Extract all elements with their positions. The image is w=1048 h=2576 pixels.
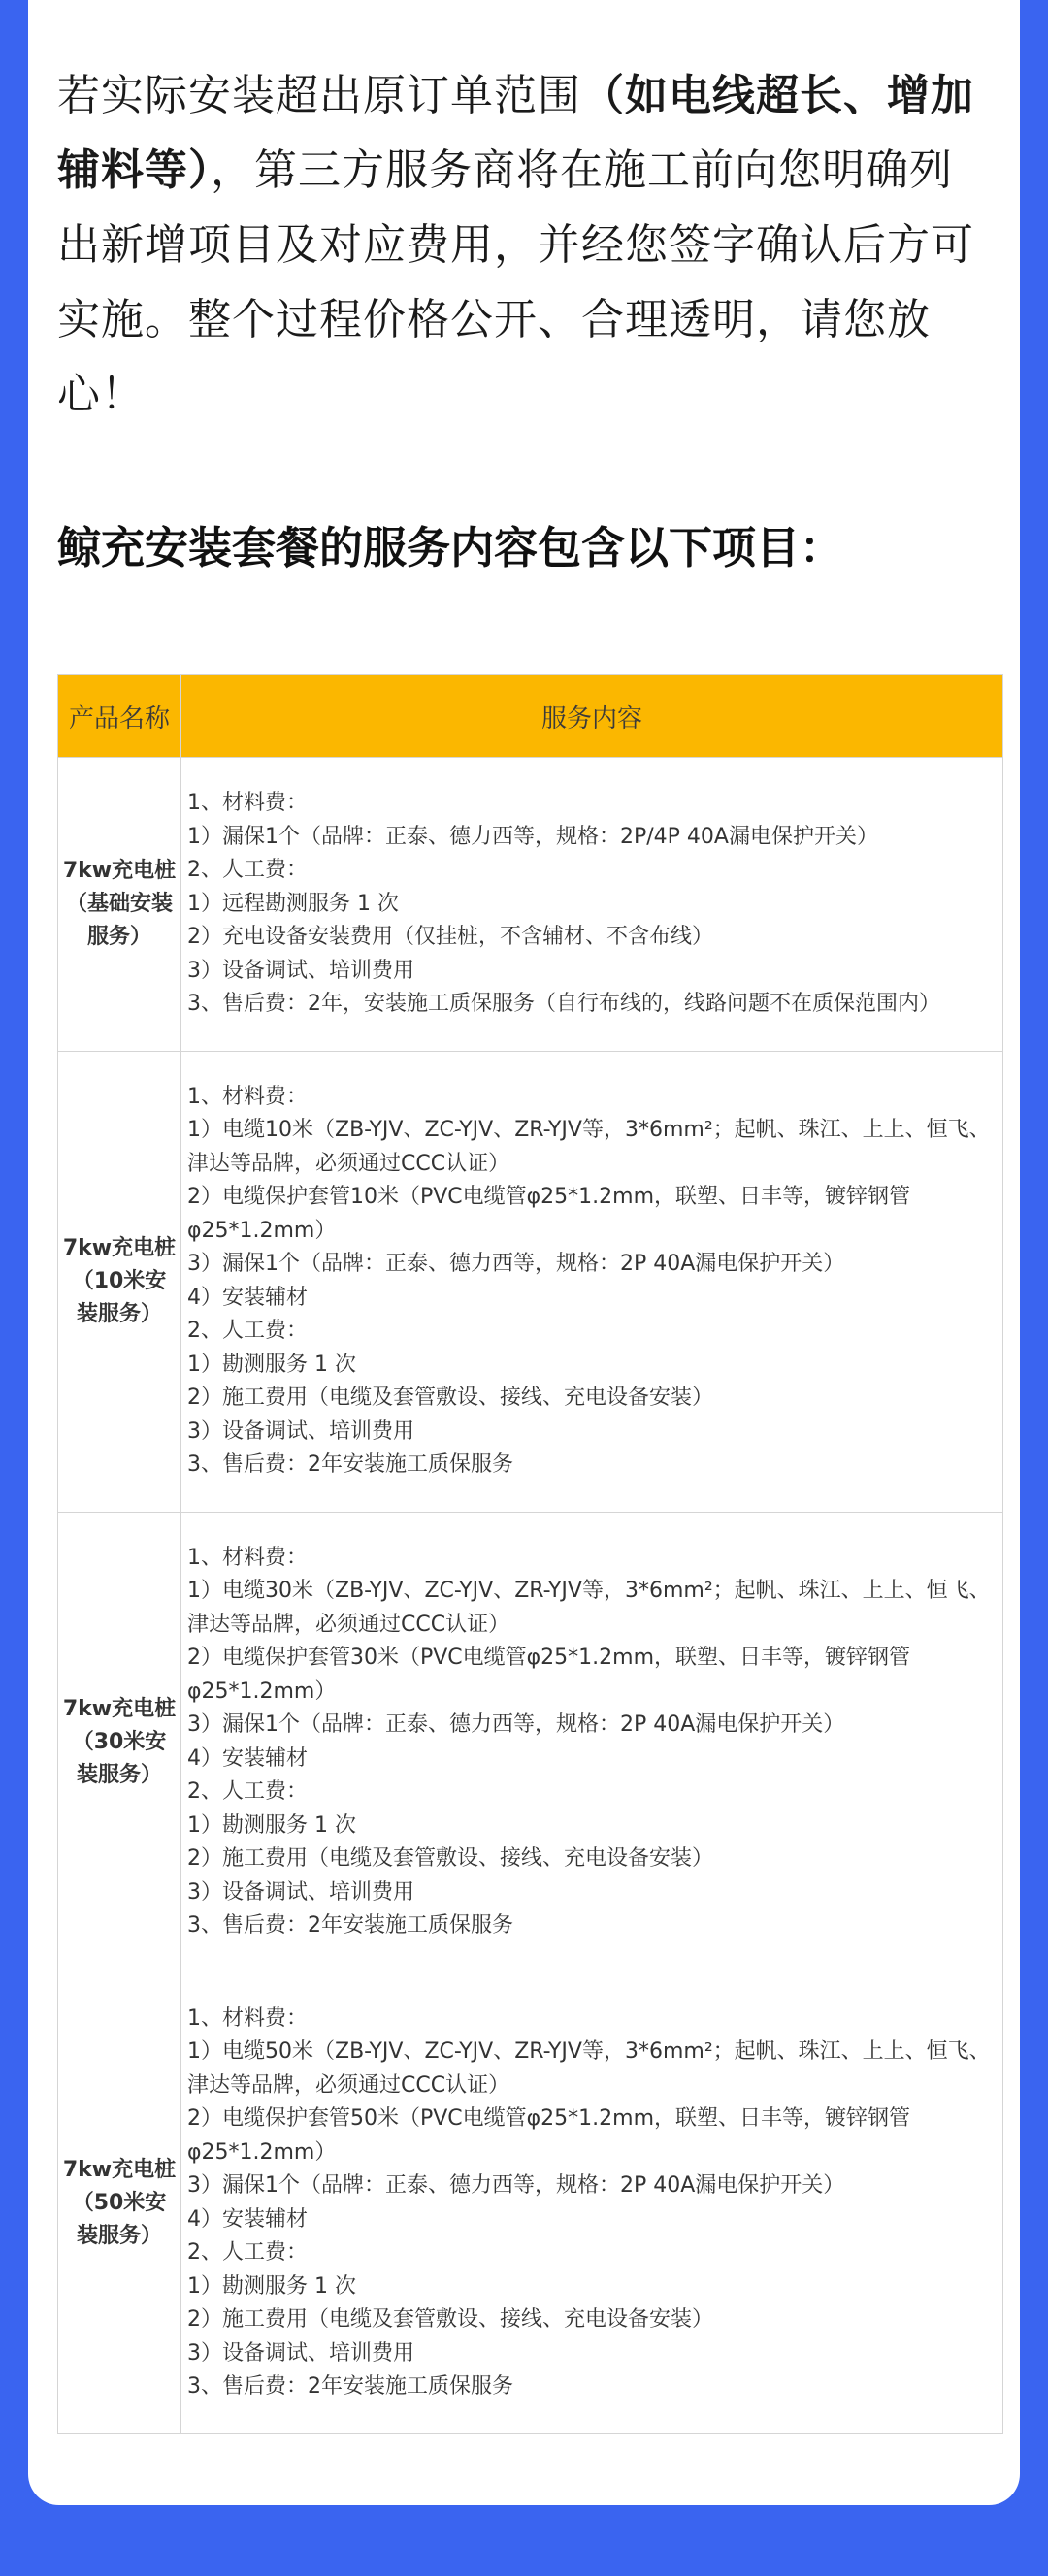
header-service-content: 服务内容 xyxy=(181,675,1003,758)
service-line: 3、售后费：2年安装施工质保服务 xyxy=(187,2374,513,2398)
service-line: 1、材料费： xyxy=(187,1084,308,1109)
service-line: 3）设备调试、培训费用 xyxy=(187,958,414,983)
table-row xyxy=(58,1973,1003,2433)
product-name-cell: 7kw充电桩（10米安装服务） xyxy=(58,1051,181,1512)
service-line: 1）勘测服务 1 次 xyxy=(187,1352,356,1377)
section-title: 鲸充安装套餐的服务内容包含以下项目： xyxy=(57,522,844,573)
service-table xyxy=(57,674,1003,2434)
service-line: 3）漏保1个（品牌：正泰、德力西等，规格：2P 40A漏电保护开关） xyxy=(187,1252,845,1276)
intro-text-2: ，第三方服务商将在施工前向您明确列出新增项目及对应费用，并经您签字确认后方可实施。整个过程价格公开、合理透明，请您放心！ xyxy=(57,146,974,419)
service-content-cell xyxy=(181,1051,1003,1512)
service-line: 2、人工费： xyxy=(187,2240,308,2265)
service-line: 2）电缆保护套管50米（PVC电缆管φ25*1.2mm，联塑、日丰等，镀锌钢管φ25*1.2mm） xyxy=(187,2106,911,2165)
service-line: 2）施工费用（电缆及套管敷设、接线、充电设备安装） xyxy=(187,2307,713,2331)
service-line: 4）安装辅材 xyxy=(187,2206,308,2232)
service-line: 1）勘测服务 1 次 xyxy=(187,2273,356,2299)
product-name-cell: 7kw充电桩（50米安装服务） xyxy=(58,1973,181,2433)
service-line: 2）施工费用（电缆及套管敷设、接线、充电设备安装） xyxy=(187,1846,713,1871)
service-line: 3、售后费：2年，安装施工质保服务（自行布线的，线路问题不在质保范围内） xyxy=(187,992,940,1016)
service-line: 2、人工费： xyxy=(187,1779,308,1804)
service-line: 2）施工费用（电缆及套管敷设、接线、充电设备安装） xyxy=(187,1386,713,1410)
table-row xyxy=(58,758,1003,1052)
service-line: 2）电缆保护套管30米（PVC电缆管φ25*1.2mm，联塑、日丰等，镀锌钢管φ25*1.2mm） xyxy=(187,1646,911,1704)
service-line: 3）设备调试、培训费用 xyxy=(187,2340,414,2365)
product-name-cell: 7kw充电桩（基础安装服务） xyxy=(58,758,181,1052)
service-line: 3）设备调试、培训费用 xyxy=(187,1879,414,1905)
header-product-name: 产品名称 xyxy=(58,675,181,758)
service-line: 1）电缆50米（ZB-YJV、ZC-YJV、ZR-YJV等，3*6mm²；起帆、珠江、上上、恒飞、津达等品牌，必须通过CCC认证） xyxy=(187,2039,991,2098)
service-line: 1）漏保1个（品牌：正泰、德力西等，规格：2P/4P 40A漏电保护开关） xyxy=(187,824,878,849)
service-content-cell xyxy=(181,1512,1003,1973)
service-line: 2）电缆保护套管10米（PVC电缆管φ25*1.2mm，联塑、日丰等，镀锌钢管φ25*1.2mm） xyxy=(187,1185,911,1243)
table-body xyxy=(58,758,1003,2434)
table-row xyxy=(58,1051,1003,1512)
service-line: 2、人工费： xyxy=(187,1319,308,1343)
service-line: 1）远程勘测服务 1 次 xyxy=(187,891,399,916)
service-line: 3）漏保1个（品牌：正泰、德力西等，规格：2P 40A漏电保护开关） xyxy=(187,2173,845,2198)
intro-paragraph xyxy=(57,58,991,432)
service-line: 3、售后费：2年安装施工质保服务 xyxy=(187,1913,513,1938)
service-line: 3）漏保1个（品牌：正泰、德力西等，规格：2P 40A漏电保护开关） xyxy=(187,1712,845,1737)
service-line: 1、材料费： xyxy=(187,791,308,815)
service-line: 1）勘测服务 1 次 xyxy=(187,1812,356,1838)
product-name-cell: 7kw充电桩（30米安装服务） xyxy=(58,1512,181,1973)
service-line: 3）设备调试、培训费用 xyxy=(187,1418,414,1444)
service-line: 1、材料费： xyxy=(187,2005,308,2031)
service-line: 1）电缆30米（ZB-YJV、ZC-YJV、ZR-YJV等，3*6mm²；起帆、珠江、上上、恒飞、津达等品牌，必须通过CCC认证） xyxy=(187,1579,991,1637)
service-line: 3、售后费：2年安装施工质保服务 xyxy=(187,1452,513,1477)
table-row xyxy=(58,1512,1003,1973)
intro-text-bold: （如电线超长、增加辅料等） xyxy=(57,71,974,195)
service-line: 1、材料费： xyxy=(187,1545,308,1570)
service-line: 2、人工费： xyxy=(187,858,308,882)
service-line: 2）充电设备安装费用（仅挂桩，不含辅材、不含布线） xyxy=(187,925,713,949)
service-line: 4）安装辅材 xyxy=(187,1745,308,1771)
service-line: 1）电缆10米（ZB-YJV、ZC-YJV、ZR-YJV等，3*6mm²；起帆、珠江、上上、恒飞、津达等品牌，必须通过CCC认证） xyxy=(187,1118,991,1176)
service-line: 4）安装辅材 xyxy=(187,1285,308,1310)
table-header-row xyxy=(58,675,1003,758)
intro-text-1: 若实际安装超出原订单范围 xyxy=(57,71,581,120)
service-content-cell xyxy=(181,1973,1003,2433)
content-card xyxy=(28,0,1020,2505)
service-content-cell xyxy=(181,758,1003,1052)
